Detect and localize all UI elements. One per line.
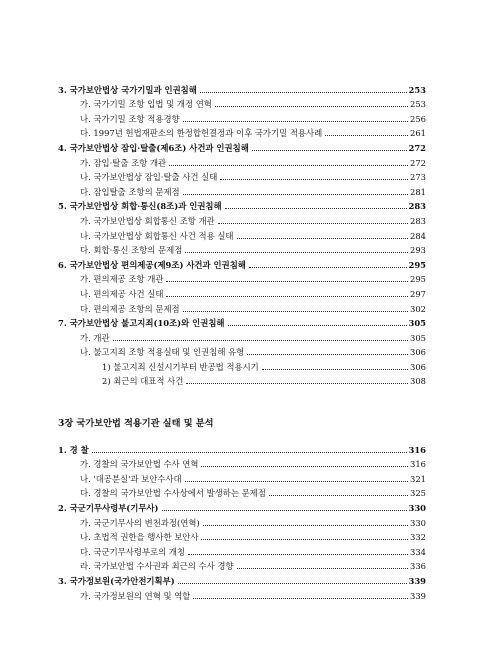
toc-subsection-entry bbox=[58, 243, 426, 258]
dot-leader bbox=[113, 340, 408, 341]
toc-page-number: 316 bbox=[408, 444, 426, 455]
toc-page-number: 306 bbox=[410, 361, 426, 372]
toc-entry-label: 다. 경찰의 국가보안법 수사상에서 발생하는 문제점 bbox=[80, 488, 266, 499]
dot-leader bbox=[183, 194, 408, 195]
dot-leader bbox=[185, 252, 408, 253]
dot-leader bbox=[162, 510, 407, 511]
toc-entry-label: 3. 국가보안법상 국가기밀과 인권침해 bbox=[58, 84, 197, 95]
toc-entry-label: 6. 국가보안법상 편의제공(제9조) 사건과 인권침해 bbox=[58, 259, 246, 270]
toc-subsection-entry bbox=[58, 330, 426, 345]
toc-section-entry bbox=[58, 199, 426, 214]
toc-subsection-entry bbox=[58, 515, 426, 530]
toc-subsection-entry bbox=[58, 213, 426, 228]
dot-leader bbox=[228, 325, 407, 326]
toc-entry-label: 가. 편의제공 조항 개관 bbox=[80, 274, 164, 285]
dot-leader bbox=[183, 121, 408, 122]
toc-page-number: 281 bbox=[410, 186, 426, 197]
dot-leader bbox=[166, 296, 408, 297]
toc-page-number: 332 bbox=[410, 532, 426, 543]
toc-page-number: 336 bbox=[410, 561, 426, 572]
dot-leader bbox=[269, 495, 408, 496]
dot-leader bbox=[237, 238, 408, 239]
toc-section-entry bbox=[58, 82, 426, 97]
toc-entry-label: 나. 불고지죄 조항 적용실태 및 인권침해 유형 bbox=[80, 347, 245, 358]
toc-subsection-entry bbox=[58, 126, 426, 141]
toc-entry-label: 가. 국가보안법상 회합통신 조항 개관 bbox=[80, 215, 215, 226]
toc-subsection-entry bbox=[58, 359, 426, 374]
toc-page-number: 330 bbox=[410, 517, 426, 528]
toc-subsection-entry bbox=[58, 97, 426, 112]
toc-page-number: 305 bbox=[410, 332, 426, 343]
toc-page-number: 295 bbox=[410, 274, 426, 285]
toc-page-number: 321 bbox=[410, 473, 426, 484]
toc-entry-label: 가. 경찰의 국가보안법 수사 연혁 bbox=[80, 459, 199, 470]
toc-page-number: 316 bbox=[410, 459, 426, 470]
toc-page-number: 272 bbox=[408, 142, 426, 153]
toc-subsection-entry bbox=[58, 345, 426, 360]
toc-entry-label: 다. 1997년 헌법재판소의 한정합헌결정과 이후 국가기밀 적용사례 bbox=[80, 128, 323, 139]
toc-section-entry bbox=[58, 573, 426, 588]
toc-page-number: 339 bbox=[408, 575, 426, 586]
dot-leader bbox=[186, 383, 408, 384]
toc-page-number: 334 bbox=[410, 546, 426, 557]
toc-list-part2 bbox=[58, 442, 426, 603]
toc-subsection-entry bbox=[58, 184, 426, 199]
toc-entry-label: 1) 불고지죄 신설시기부터 반공법 적용시기 bbox=[102, 361, 259, 372]
toc-entry-label: 3. 국가정보원(국가안전기획부) bbox=[58, 575, 175, 586]
dot-leader bbox=[166, 281, 408, 282]
toc-entry-label: 7. 국가보안법상 불고지죄(10조)와 인권침해 bbox=[58, 318, 225, 329]
dot-leader bbox=[185, 481, 408, 482]
toc-page-number: 325 bbox=[410, 488, 426, 499]
toc-entry-label: 라. 국가보안법 수사권과 최근의 수사 경향 bbox=[80, 561, 234, 572]
toc-subsection-entry bbox=[58, 301, 426, 316]
chapter-title: 3장 국가보안법 적용기관 실태 및 분석 bbox=[58, 418, 214, 429]
toc-page-number: 302 bbox=[410, 303, 426, 314]
dot-leader bbox=[237, 568, 408, 569]
toc-entry-label: 다. 회합·통신 조항의 문제점 bbox=[80, 245, 183, 256]
toc-page-number: 273 bbox=[410, 172, 426, 183]
toc-subsection-entry bbox=[58, 155, 426, 170]
dot-leader bbox=[218, 223, 408, 224]
toc-page-number: 284 bbox=[410, 230, 426, 241]
toc-subsection-entry bbox=[58, 286, 426, 301]
toc-list-part1 bbox=[58, 82, 426, 388]
dot-leader bbox=[262, 369, 408, 370]
toc-page-number: 253 bbox=[410, 99, 426, 110]
dot-leader bbox=[169, 165, 408, 166]
toc-entry-label: 가. 개관 bbox=[80, 332, 110, 343]
toc-subsection-entry bbox=[58, 228, 426, 243]
toc-subsection-entry bbox=[58, 559, 426, 574]
toc-page-number: 293 bbox=[410, 245, 426, 256]
toc-page-number: 339 bbox=[410, 590, 426, 601]
toc-entry-label: 2. 국군기무사령부(기무사) bbox=[58, 502, 159, 513]
toc-subsection-entry bbox=[58, 272, 426, 287]
toc-entry-label: 나. 국가보안법상 잠입·탈출 사건 실태 bbox=[80, 172, 218, 183]
toc-subsection-entry bbox=[58, 170, 426, 185]
toc-entry-label: 나. '대공분실'과 보안수사대 bbox=[80, 473, 182, 484]
toc-page-number: 256 bbox=[410, 113, 426, 124]
dot-leader bbox=[183, 311, 408, 312]
dot-leader bbox=[325, 135, 408, 136]
dot-leader bbox=[252, 150, 407, 151]
toc-entry-label: 나. 편의제공 사건 실태 bbox=[80, 288, 164, 299]
toc-subsection-entry bbox=[58, 588, 426, 603]
toc-entry-label: 가. 국가정보원의 연혁 및 역할 bbox=[80, 590, 191, 601]
toc-section-entry bbox=[58, 316, 426, 331]
toc-page-number: 297 bbox=[410, 288, 426, 299]
toc-page-number: 295 bbox=[408, 259, 426, 270]
dot-leader bbox=[200, 92, 407, 93]
dot-leader bbox=[247, 354, 408, 355]
toc-page-number: 330 bbox=[408, 502, 426, 513]
toc-subsection-entry bbox=[58, 374, 426, 389]
dot-leader bbox=[188, 554, 408, 555]
dot-leader bbox=[92, 452, 407, 453]
toc-section-entry bbox=[58, 442, 426, 457]
dot-leader bbox=[178, 583, 407, 584]
toc-entry-label: 다. 편의제공 조항의 문제점 bbox=[80, 303, 180, 314]
dot-leader bbox=[201, 466, 408, 467]
toc-page-number: 283 bbox=[408, 201, 426, 212]
toc-entry-label: 5. 국가보안법상 회합·통신(8조)과 인권침해 bbox=[58, 201, 222, 212]
toc-page-number: 305 bbox=[408, 318, 426, 329]
toc-entry-label: 나. 국가기밀 조항 적용경향 bbox=[80, 113, 180, 124]
toc-entry-label: 1. 경 찰 bbox=[58, 444, 89, 455]
toc-section-entry bbox=[58, 500, 426, 515]
toc-entry-label: 다. 잠입탈출 조항의 문제점 bbox=[80, 186, 180, 197]
toc-page-number: 261 bbox=[410, 128, 426, 139]
toc-page-number: 308 bbox=[410, 376, 426, 387]
toc-section-entry bbox=[58, 257, 426, 272]
toc-entry-label: 나. 초법적 권한을 행사한 보안사 bbox=[80, 532, 199, 543]
toc-page-number: 283 bbox=[410, 215, 426, 226]
dot-leader bbox=[220, 179, 408, 180]
toc-entry-label: 가. 국군기무사의 변천과정(연혁) bbox=[80, 517, 200, 528]
toc-entry-label: 4. 국가보안법상 잠입·탈출(제6조) 사건과 인권침해 bbox=[58, 142, 249, 153]
toc-subsection-entry bbox=[58, 544, 426, 559]
dot-leader bbox=[215, 106, 408, 107]
dot-leader bbox=[225, 208, 407, 209]
dot-leader bbox=[201, 539, 408, 540]
dot-leader bbox=[193, 598, 408, 599]
toc-entry-label: 나. 국가보안법상 회합통신 사건 적용 실태 bbox=[80, 230, 234, 241]
toc-subsection-entry bbox=[58, 486, 426, 501]
toc-section-entry bbox=[58, 140, 426, 155]
toc-entry-label: 가. 국가기밀 조항 입법 및 개정 연혁 bbox=[80, 99, 212, 110]
toc-subsection-entry bbox=[58, 111, 426, 126]
toc-page-number: 253 bbox=[408, 84, 426, 95]
toc-subsection-entry bbox=[58, 471, 426, 486]
toc-entry-label: 2) 최근의 대표적 사건 bbox=[102, 376, 184, 387]
dot-leader bbox=[203, 525, 408, 526]
dot-leader bbox=[249, 267, 407, 268]
toc-page-number: 272 bbox=[410, 157, 426, 168]
toc-entry-label: 다. 국군기무사령부로의 개칭 bbox=[80, 546, 186, 557]
toc-page-number: 306 bbox=[410, 347, 426, 358]
toc-subsection-entry bbox=[58, 457, 426, 472]
toc-entry-label: 가. 잠입·탈출 조항 개관 bbox=[80, 157, 167, 168]
toc-subsection-entry bbox=[58, 530, 426, 545]
